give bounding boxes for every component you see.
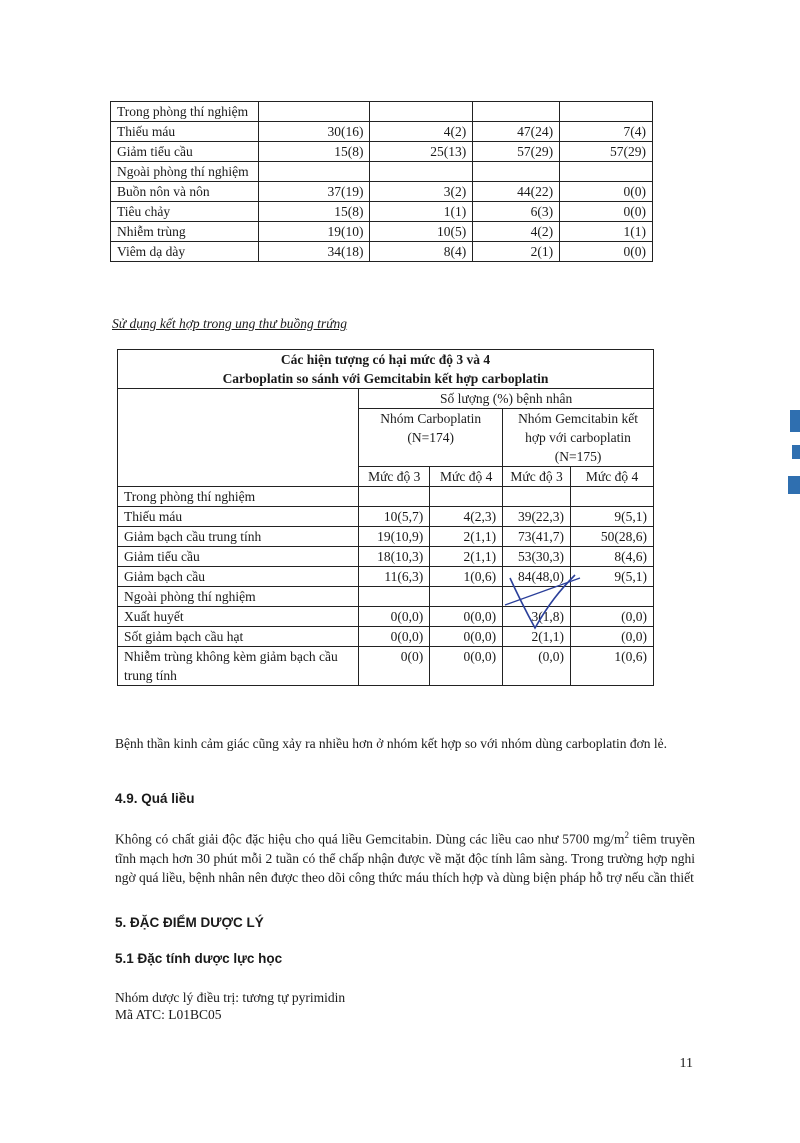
table-cell: 19(10,9) — [359, 527, 430, 547]
table-cell: (0,0) — [571, 607, 654, 627]
table-row — [118, 607, 654, 627]
table-cell — [359, 587, 430, 607]
page-number: 11 — [679, 1056, 693, 1071]
table-cell: 4(2,3) — [430, 507, 503, 527]
grade4-header: Mức độ 4 — [571, 467, 654, 487]
table-row — [111, 102, 653, 122]
table-row — [111, 122, 653, 142]
table-cell: 9(5,1) — [571, 507, 654, 527]
table-cell: 11(6,3) — [359, 567, 430, 587]
table-cell — [503, 587, 571, 607]
row-label: Giảm tiểu cầu — [111, 142, 259, 162]
table-cell: 8(4,6) — [571, 547, 654, 567]
table-row — [111, 162, 653, 182]
overdose-text-part2: tiêm truyền tĩnh mạch hơn 30 phút mỗi 2 tuần có thể chấp nhận được về mặt độc tính lâm sàng. Trong trường hợp nghi ngờ quá liều, bệnh nhân nên được theo dõi công thức máu thích hợp và dùng biện pháp hỗ trợ nếu cần thiết — [115, 831, 696, 885]
row-label: Giảm bạch cầu trung tính — [118, 527, 359, 547]
scan-edge-mark — [790, 410, 800, 432]
table-cell: 2(1) — [473, 242, 560, 262]
table-cell: 1(0,6) — [571, 647, 654, 686]
table-row — [118, 487, 654, 507]
table-cell: 53(30,3) — [503, 547, 571, 567]
section-5-1-heading: 5.1 Đặc tính dược lực học — [115, 951, 283, 966]
adverse-events-table-1 — [110, 101, 653, 262]
table-cell: 2(1,1) — [503, 627, 571, 647]
row-label: Giảm bạch cầu — [118, 567, 359, 587]
table-row — [118, 627, 654, 647]
table-cell: 47(24) — [473, 122, 560, 142]
section-4-9-heading: 4.9. Quá liều — [115, 791, 195, 806]
table-cell: 7(4) — [560, 122, 653, 142]
table-cell: 0(0,0) — [430, 607, 503, 627]
table-cell: 0(0,0) — [359, 607, 430, 627]
table-row — [111, 142, 653, 162]
table-cell: 1(0,6) — [430, 567, 503, 587]
row-label: Thiếu máu — [111, 122, 259, 142]
table-cell — [503, 487, 571, 507]
row-label: Trong phòng thí nghiệm — [118, 487, 359, 507]
adverse-events-table-2 — [117, 349, 654, 686]
table-cell: 15(8) — [258, 142, 370, 162]
table-cell — [571, 587, 654, 607]
table-cell — [359, 487, 430, 507]
table-cell: 0(0) — [560, 202, 653, 222]
row-label: Sốt giảm bạch cầu hạt — [118, 627, 359, 647]
table-cell: 50(28,6) — [571, 527, 654, 547]
table-cell: 57(29) — [560, 142, 653, 162]
table-cell: 10(5,7) — [359, 507, 430, 527]
table-cell: 73(41,7) — [503, 527, 571, 547]
table-cell — [560, 162, 653, 182]
patients-header: Số lượng (%) bệnh nhân — [359, 389, 654, 409]
atc-code-line: Mã ATC: L01BC05 — [115, 1007, 222, 1022]
table-cell: 2(1,1) — [430, 547, 503, 567]
table-row — [118, 547, 654, 567]
table-cell: 30(16) — [258, 122, 370, 142]
table-cell: 39(22,3) — [503, 507, 571, 527]
table-cell: 4(2) — [473, 222, 560, 242]
row-label: Tiêu chảy — [111, 202, 259, 222]
table-row — [111, 202, 653, 222]
table-cell — [473, 162, 560, 182]
table-row — [118, 647, 654, 686]
grade3-header: Mức độ 3 — [359, 467, 430, 487]
table-cell — [560, 102, 653, 122]
scan-edge-mark — [792, 445, 800, 459]
overdose-paragraph — [115, 826, 695, 887]
table2-title-line2: Carboplatin so sánh với Gemcitabin kết hợp carboplatin — [222, 371, 549, 386]
table-cell: 0(0) — [560, 182, 653, 202]
table-cell: 9(5,1) — [571, 567, 654, 587]
row-label: Ngoài phòng thí nghiệm — [118, 587, 359, 607]
table-cell: 1(1) — [560, 222, 653, 242]
table-row — [118, 527, 654, 547]
table-cell: 3(1,8) — [503, 607, 571, 627]
table-cell: 44(22) — [473, 182, 560, 202]
row-label: Thiếu máu — [118, 507, 359, 527]
table-cell: 37(19) — [258, 182, 370, 202]
table-cell — [430, 487, 503, 507]
table-cell: 10(5) — [370, 222, 473, 242]
table-row — [111, 182, 653, 202]
table-cell: 4(2) — [370, 122, 473, 142]
pharmacologic-group-line: Nhóm dược lý điều trị: tương tự pyrimidin — [115, 990, 346, 1005]
table-cell: 25(13) — [370, 142, 473, 162]
table-cell: (0,0) — [571, 627, 654, 647]
table-cell — [370, 162, 473, 182]
table-cell: (0,0) — [503, 647, 571, 686]
table-cell: 0(0) — [359, 647, 430, 686]
table-cell: 0(0) — [560, 242, 653, 262]
table-cell: 0(0,0) — [430, 627, 503, 647]
row-label: Buồn nôn và nôn — [111, 182, 259, 202]
table-row — [111, 222, 653, 242]
table2-title-line1: Các hiện tượng có hại mức độ 3 và 4 — [280, 352, 491, 367]
table2-title — [118, 350, 654, 389]
grade4-header: Mức độ 4 — [430, 467, 503, 487]
table-cell: 0(0,0) — [359, 627, 430, 647]
table-cell: 84(48,0) — [503, 567, 571, 587]
overdose-text-part1: Không có chất giải độc đặc hiệu cho quá liều Gemcitabin. Dùng các liều cao như 5700 mg/m — [115, 831, 625, 847]
row-label: Xuất huyết — [118, 607, 359, 627]
table-cell: 34(18) — [258, 242, 370, 262]
table-row — [111, 242, 653, 262]
row-label: Nhiễm trùng — [111, 222, 259, 242]
table-cell: 1(1) — [370, 202, 473, 222]
table-cell: 0(0,0) — [430, 647, 503, 686]
scan-edge-mark — [788, 476, 800, 494]
table2-empty-corner — [118, 389, 359, 487]
table-cell — [430, 587, 503, 607]
table-cell — [370, 102, 473, 122]
section-5-heading: 5. ĐẶC ĐIỂM DƯỢC LÝ — [115, 915, 264, 930]
table-cell: 2(1,1) — [430, 527, 503, 547]
table-cell: 15(8) — [258, 202, 370, 222]
row-label: Viêm dạ dày — [111, 242, 259, 262]
group-carboplatin: Nhóm Carboplatin (N=174) — [359, 409, 503, 467]
ovarian-cancer-caption: Sử dụng kết hợp trong ung thư buồng trứng — [112, 316, 348, 331]
neuropathy-paragraph: Bệnh thần kinh cảm giác cũng xảy ra nhiều hơn ở nhóm kết hợp so với nhóm dùng carboplatin đơn lẻ. — [115, 736, 667, 751]
table-row — [118, 587, 654, 607]
table-cell — [258, 102, 370, 122]
table-cell: 57(29) — [473, 142, 560, 162]
table-cell — [571, 487, 654, 507]
grade3-header: Mức độ 3 — [503, 467, 571, 487]
table-cell — [258, 162, 370, 182]
table-row — [118, 567, 654, 587]
row-label: Giảm tiểu cầu — [118, 547, 359, 567]
table-cell: 3(2) — [370, 182, 473, 202]
table-cell: 6(3) — [473, 202, 560, 222]
overdose-superscript: 2 — [624, 830, 629, 840]
table-cell — [473, 102, 560, 122]
table-cell: 19(10) — [258, 222, 370, 242]
group-gemcitabin: Nhóm Gemcitabin kết hợp với carboplatin (N=175) — [503, 409, 654, 467]
row-label: Trong phòng thí nghiệm — [111, 102, 259, 122]
table-cell: 18(10,3) — [359, 547, 430, 567]
table-cell: 8(4) — [370, 242, 473, 262]
table-row — [118, 507, 654, 527]
row-label: Ngoài phòng thí nghiệm — [111, 162, 259, 182]
row-label: Nhiễm trùng không kèm giảm bạch cầu trung tính — [118, 647, 359, 686]
